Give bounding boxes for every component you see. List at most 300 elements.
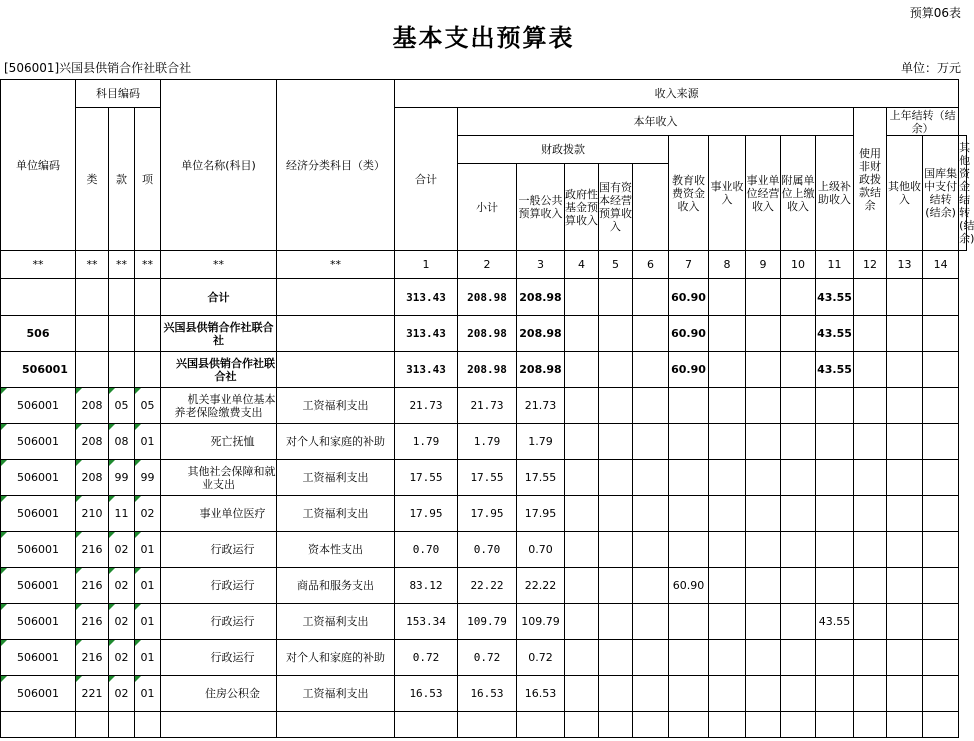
subtotal-cell: 0.72 <box>458 640 517 676</box>
lei-cell: 216 <box>76 604 109 640</box>
general-budget-cell: 21.73 <box>517 388 565 424</box>
subtotal-cell: 16.53 <box>458 676 517 712</box>
career-unit-cell <box>709 460 746 496</box>
superior-cell <box>781 279 816 316</box>
other-income-cell: 43.55 <box>816 316 854 352</box>
col-career-unit-income: 事业单位经营收入 <box>746 136 781 251</box>
other-fund-cell <box>923 640 959 676</box>
state-capital-cell <box>599 496 633 532</box>
subtotal-cell: 22.22 <box>458 568 517 604</box>
table-row <box>1 676 967 712</box>
index-cell: 6 <box>633 251 669 279</box>
col-other-income: 其他收入 <box>887 136 923 251</box>
index-cell: ** <box>109 251 135 279</box>
other-income-cell <box>816 568 854 604</box>
lei-cell: 208 <box>76 424 109 460</box>
xiang-cell: 01 <box>135 568 161 604</box>
edu-fee-cell <box>633 352 669 388</box>
econ-class-cell: 工资福利支出 <box>277 676 395 712</box>
col-other-fund-carryover: 其他资金结转(结余) <box>959 136 967 251</box>
col-career-income: 事业收入 <box>709 136 746 251</box>
edu-fee-cell <box>633 676 669 712</box>
general-budget-cell: 17.55 <box>517 460 565 496</box>
non-fiscal-cell <box>854 460 887 496</box>
gov-fund-cell <box>565 316 599 352</box>
edu-fee-cell <box>633 388 669 424</box>
career-income-cell <box>669 388 709 424</box>
treasury-cell <box>887 532 923 568</box>
econ-class-cell: 工资福利支出 <box>277 388 395 424</box>
subtotal-cell: 208.98 <box>458 352 517 388</box>
xiang-cell <box>135 316 161 352</box>
subtotal-cell: 1.79 <box>458 424 517 460</box>
page-title: 基本支出预算表 <box>392 23 575 52</box>
affiliated-cell <box>746 568 781 604</box>
empty-cell <box>109 712 135 738</box>
gov-fund-cell <box>565 279 599 316</box>
edu-fee-cell <box>633 279 669 316</box>
other-income-cell <box>816 676 854 712</box>
general-budget-cell: 208.98 <box>517 316 565 352</box>
career-unit-cell <box>709 532 746 568</box>
unit-name-cell: 兴国县供销合作社联合社 <box>161 352 277 388</box>
index-cell: 4 <box>565 251 599 279</box>
index-cell: 10 <box>781 251 816 279</box>
career-unit-cell <box>709 352 746 388</box>
col-unit-code: 单位编码 <box>1 80 76 251</box>
other-fund-cell <box>923 604 959 640</box>
index-cell: 1 <box>395 251 458 279</box>
other-income-cell <box>816 460 854 496</box>
unit-code-cell: 506001 <box>1 604 76 640</box>
col-kuan: 款 <box>109 108 135 251</box>
total-cell: 313.43 <box>395 316 458 352</box>
general-budget-cell: 0.72 <box>517 640 565 676</box>
subtotal-cell: 208.98 <box>458 279 517 316</box>
empty-cell <box>781 712 816 738</box>
subject-name-cell: 行政运行 <box>161 532 277 568</box>
summary-row <box>1 279 967 316</box>
affiliated-cell <box>746 316 781 352</box>
index-cell: ** <box>161 251 277 279</box>
econ-class-cell: 对个人和家庭的补助 <box>277 640 395 676</box>
career-income-cell <box>669 496 709 532</box>
subtotal-cell: 17.95 <box>458 496 517 532</box>
superior-cell <box>781 424 816 460</box>
other-fund-cell <box>923 316 959 352</box>
state-capital-cell <box>599 424 633 460</box>
kuan-cell: 99 <box>109 460 135 496</box>
general-budget-cell: 208.98 <box>517 279 565 316</box>
gov-fund-cell <box>565 460 599 496</box>
career-income-cell <box>669 676 709 712</box>
superior-cell <box>781 568 816 604</box>
index-cell: ** <box>1 251 76 279</box>
state-capital-cell <box>599 279 633 316</box>
total-cell: 313.43 <box>395 352 458 388</box>
other-fund-cell <box>923 460 959 496</box>
unit-code-cell: 506001 <box>1 424 76 460</box>
subject-name-cell: 机关事业单位基本养老保险缴费支出 <box>161 388 277 424</box>
subtotal-cell: 208.98 <box>458 316 517 352</box>
career-income-cell: 60.90 <box>669 316 709 352</box>
col-non-fiscal-balance: 使用非财政拨款结余 <box>854 108 887 251</box>
empty-cell <box>458 712 517 738</box>
table-row <box>1 640 967 676</box>
summary-row <box>1 352 967 388</box>
career-unit-cell <box>709 640 746 676</box>
treasury-cell <box>887 316 923 352</box>
state-capital-cell <box>599 676 633 712</box>
col-subject-code: 科目编码 <box>76 80 161 108</box>
career-unit-cell <box>709 279 746 316</box>
index-cell: ** <box>76 251 109 279</box>
treasury-cell <box>887 604 923 640</box>
career-unit-cell <box>709 568 746 604</box>
subtotal-cell: 109.79 <box>458 604 517 640</box>
career-income-cell: 60.90 <box>669 568 709 604</box>
superior-cell <box>781 460 816 496</box>
col-income-source: 收入来源 <box>395 80 959 108</box>
subtotal-cell: 0.70 <box>458 532 517 568</box>
gov-fund-cell <box>565 532 599 568</box>
non-fiscal-cell <box>854 532 887 568</box>
col-superior-subsidy: 上级补助收入 <box>816 136 854 251</box>
index-cell: ** <box>135 251 161 279</box>
unit-code-cell: 506001 <box>1 532 76 568</box>
other-income-cell: 43.55 <box>816 604 854 640</box>
total-cell: 153.34 <box>395 604 458 640</box>
xiang-cell: 01 <box>135 676 161 712</box>
treasury-cell <box>887 496 923 532</box>
total-cell: 16.53 <box>395 676 458 712</box>
lei-cell <box>76 316 109 352</box>
total-cell: 17.55 <box>395 460 458 496</box>
table-row <box>1 388 967 424</box>
affiliated-cell <box>746 424 781 460</box>
table-row <box>1 532 967 568</box>
subtotal-cell: 17.55 <box>458 460 517 496</box>
col-unit-name: 单位名称(科目) <box>161 80 277 251</box>
total-cell: 313.43 <box>395 279 458 316</box>
index-row <box>1 251 967 279</box>
empty-cell <box>395 712 458 738</box>
unit-code-cell <box>1 279 76 316</box>
xiang-cell: 01 <box>135 532 161 568</box>
empty-cell <box>1 712 76 738</box>
unit-label: 单位：万元 <box>900 61 961 75</box>
affiliated-cell <box>746 279 781 316</box>
xiang-cell: 01 <box>135 424 161 460</box>
edu-fee-cell <box>633 496 669 532</box>
xiang-cell <box>135 279 161 316</box>
table-row <box>1 604 967 640</box>
table-row <box>1 568 967 604</box>
col-gov-fund: 政府性基金预算收入 <box>565 164 599 251</box>
table-row <box>1 460 967 496</box>
gov-fund-cell <box>565 388 599 424</box>
index-cell: 8 <box>709 251 746 279</box>
xiang-cell: 99 <box>135 460 161 496</box>
lei-cell: 216 <box>76 640 109 676</box>
total-cell: 21.73 <box>395 388 458 424</box>
other-fund-cell <box>923 532 959 568</box>
col-treasury-carryover: 国库集中支付结转(结余) <box>923 136 959 251</box>
col-last-year-carryover: 上年结转（结余） <box>887 108 959 136</box>
other-income-cell <box>816 532 854 568</box>
general-budget-cell: 109.79 <box>517 604 565 640</box>
organization-label: [506001]兴国县供销合作社联合社 <box>4 61 192 75</box>
econ-class-cell: 对个人和家庭的补助 <box>277 424 395 460</box>
general-budget-cell: 208.98 <box>517 352 565 388</box>
empty-cell <box>565 712 599 738</box>
kuan-cell <box>109 352 135 388</box>
kuan-cell: 05 <box>109 388 135 424</box>
affiliated-cell <box>746 388 781 424</box>
state-capital-cell <box>599 316 633 352</box>
other-income-cell <box>816 424 854 460</box>
index-cell: 3 <box>517 251 565 279</box>
col-affiliated-income: 附属单位上缴收入 <box>781 136 816 251</box>
kuan-cell: 02 <box>109 640 135 676</box>
table-header <box>1 80 974 251</box>
superior-cell <box>781 604 816 640</box>
gov-fund-cell <box>565 496 599 532</box>
empty-cell <box>277 712 395 738</box>
affiliated-cell <box>746 352 781 388</box>
affiliated-cell <box>746 460 781 496</box>
edu-fee-cell <box>633 604 669 640</box>
general-budget-cell: 1.79 <box>517 424 565 460</box>
unit-code-cell: 506001 <box>1 568 76 604</box>
affiliated-cell <box>746 496 781 532</box>
career-income-cell: 60.90 <box>669 352 709 388</box>
unit-code-cell: 506001 <box>1 640 76 676</box>
lei-cell <box>76 352 109 388</box>
table-row <box>1 424 967 460</box>
non-fiscal-cell <box>854 496 887 532</box>
total-cell: 1.79 <box>395 424 458 460</box>
superior-cell <box>781 676 816 712</box>
econ-class-cell: 工资福利支出 <box>277 604 395 640</box>
lei-cell: 221 <box>76 676 109 712</box>
unit-code-cell: 506001 <box>1 352 76 388</box>
xiang-cell: 05 <box>135 388 161 424</box>
non-fiscal-cell <box>854 352 887 388</box>
index-cell: 7 <box>669 251 709 279</box>
index-cell: 9 <box>746 251 781 279</box>
edu-fee-cell <box>633 424 669 460</box>
econ-class-cell: 资本性支出 <box>277 532 395 568</box>
treasury-cell <box>887 640 923 676</box>
career-unit-cell <box>709 424 746 460</box>
career-unit-cell <box>709 496 746 532</box>
state-capital-cell <box>599 568 633 604</box>
gov-fund-cell <box>565 568 599 604</box>
empty-cell <box>669 712 709 738</box>
col-xiang: 项 <box>135 108 161 251</box>
xiang-cell: 01 <box>135 640 161 676</box>
summary-row <box>1 316 967 352</box>
career-unit-cell <box>709 604 746 640</box>
empty-cell <box>517 712 565 738</box>
other-fund-cell <box>923 496 959 532</box>
affiliated-cell <box>746 532 781 568</box>
kuan-cell: 08 <box>109 424 135 460</box>
other-fund-cell <box>923 424 959 460</box>
non-fiscal-cell <box>854 424 887 460</box>
other-income-cell <box>816 640 854 676</box>
edu-fee-cell <box>633 316 669 352</box>
unit-code-cell: 506001 <box>1 460 76 496</box>
empty-cell <box>816 712 854 738</box>
econ-class-cell: 工资福利支出 <box>277 460 395 496</box>
general-budget-cell: 16.53 <box>517 676 565 712</box>
index-cell: ** <box>277 251 395 279</box>
kuan-cell: 02 <box>109 604 135 640</box>
non-fiscal-cell <box>854 676 887 712</box>
unit-code-cell: 506 <box>1 316 76 352</box>
econ-cell <box>277 352 395 388</box>
col-this-year-income: 本年收入 <box>458 108 854 136</box>
non-fiscal-cell <box>854 316 887 352</box>
total-cell: 0.72 <box>395 640 458 676</box>
career-income-cell <box>669 532 709 568</box>
subject-name-cell: 行政运行 <box>161 568 277 604</box>
other-fund-cell <box>923 352 959 388</box>
col-general-budget: 一般公共预算收入 <box>517 164 565 251</box>
treasury-cell <box>887 352 923 388</box>
other-fund-cell <box>923 676 959 712</box>
gov-fund-cell <box>565 676 599 712</box>
superior-cell <box>781 496 816 532</box>
total-cell: 0.70 <box>395 532 458 568</box>
lei-cell: 208 <box>76 388 109 424</box>
kuan-cell: 11 <box>109 496 135 532</box>
empty-cell <box>746 712 781 738</box>
index-cell: 11 <box>816 251 854 279</box>
empty-cell <box>709 712 746 738</box>
career-income-cell <box>669 604 709 640</box>
subject-name-cell: 其他社会保障和就业支出 <box>161 460 277 496</box>
total-cell: 17.95 <box>395 496 458 532</box>
col-subtotal: 小计 <box>458 164 517 251</box>
treasury-cell <box>887 460 923 496</box>
treasury-cell <box>887 388 923 424</box>
other-fund-cell <box>923 279 959 316</box>
affiliated-cell <box>746 640 781 676</box>
career-income-cell <box>669 424 709 460</box>
treasury-cell <box>887 279 923 316</box>
total-cell: 83.12 <box>395 568 458 604</box>
kuan-cell: 02 <box>109 568 135 604</box>
other-income-cell: 43.55 <box>816 352 854 388</box>
other-income-cell <box>816 496 854 532</box>
other-income-cell <box>816 388 854 424</box>
empty-cell <box>923 712 959 738</box>
empty-cell <box>854 712 887 738</box>
table-row <box>1 496 967 532</box>
non-fiscal-cell <box>854 279 887 316</box>
kuan-cell: 02 <box>109 676 135 712</box>
index-cell: 2 <box>458 251 517 279</box>
lei-cell: 216 <box>76 568 109 604</box>
gov-fund-cell <box>565 424 599 460</box>
superior-cell <box>781 352 816 388</box>
subject-name-cell: 行政运行 <box>161 604 277 640</box>
state-capital-cell <box>599 460 633 496</box>
unit-name-cell: 合计 <box>161 279 277 316</box>
state-capital-cell <box>599 532 633 568</box>
superior-cell <box>781 532 816 568</box>
career-unit-cell <box>709 316 746 352</box>
general-budget-cell: 17.95 <box>517 496 565 532</box>
other-income-cell: 43.55 <box>816 279 854 316</box>
unit-code-cell: 506001 <box>1 496 76 532</box>
xiang-cell <box>135 352 161 388</box>
unit-code-cell: 506001 <box>1 676 76 712</box>
career-income-cell: 60.90 <box>669 279 709 316</box>
econ-class-cell: 商品和服务支出 <box>277 568 395 604</box>
career-income-cell <box>669 460 709 496</box>
state-capital-cell <box>599 388 633 424</box>
empty-cell <box>135 712 161 738</box>
career-unit-cell <box>709 388 746 424</box>
col-econ-class: 经济分类科目（类） <box>277 80 395 251</box>
subtotal-cell: 21.73 <box>458 388 517 424</box>
non-fiscal-cell <box>854 604 887 640</box>
lei-cell: 208 <box>76 460 109 496</box>
edu-fee-cell <box>633 460 669 496</box>
col-total: 合计 <box>395 108 458 251</box>
empty-cell <box>76 712 109 738</box>
gov-fund-cell <box>565 604 599 640</box>
kuan-cell: 02 <box>109 532 135 568</box>
kuan-cell <box>109 279 135 316</box>
subject-name-cell: 住房公积金 <box>161 676 277 712</box>
treasury-cell <box>887 568 923 604</box>
general-budget-cell: 22.22 <box>517 568 565 604</box>
state-capital-cell <box>599 640 633 676</box>
empty-cell <box>599 712 633 738</box>
gov-fund-cell <box>565 352 599 388</box>
subject-name-cell: 行政运行 <box>161 640 277 676</box>
econ-class-cell: 工资福利支出 <box>277 496 395 532</box>
edu-fee-cell <box>633 532 669 568</box>
lei-cell: 210 <box>76 496 109 532</box>
non-fiscal-cell <box>854 568 887 604</box>
treasury-cell <box>887 424 923 460</box>
state-capital-cell <box>599 604 633 640</box>
edu-fee-cell <box>633 568 669 604</box>
empty-cell <box>887 712 923 738</box>
index-cell: 13 <box>887 251 923 279</box>
index-cell: 12 <box>854 251 887 279</box>
xiang-cell: 02 <box>135 496 161 532</box>
career-unit-cell <box>709 676 746 712</box>
empty-row <box>1 712 967 738</box>
edu-fee-cell <box>633 640 669 676</box>
treasury-cell <box>887 676 923 712</box>
form-code: 预算06表 <box>909 6 961 20</box>
superior-cell <box>781 316 816 352</box>
non-fiscal-cell <box>854 388 887 424</box>
superior-cell <box>781 388 816 424</box>
empty-cell <box>633 712 669 738</box>
col-lei: 类 <box>76 108 109 251</box>
econ-cell <box>277 279 395 316</box>
col-state-capital: 国有资本经营预算收入 <box>599 164 633 251</box>
